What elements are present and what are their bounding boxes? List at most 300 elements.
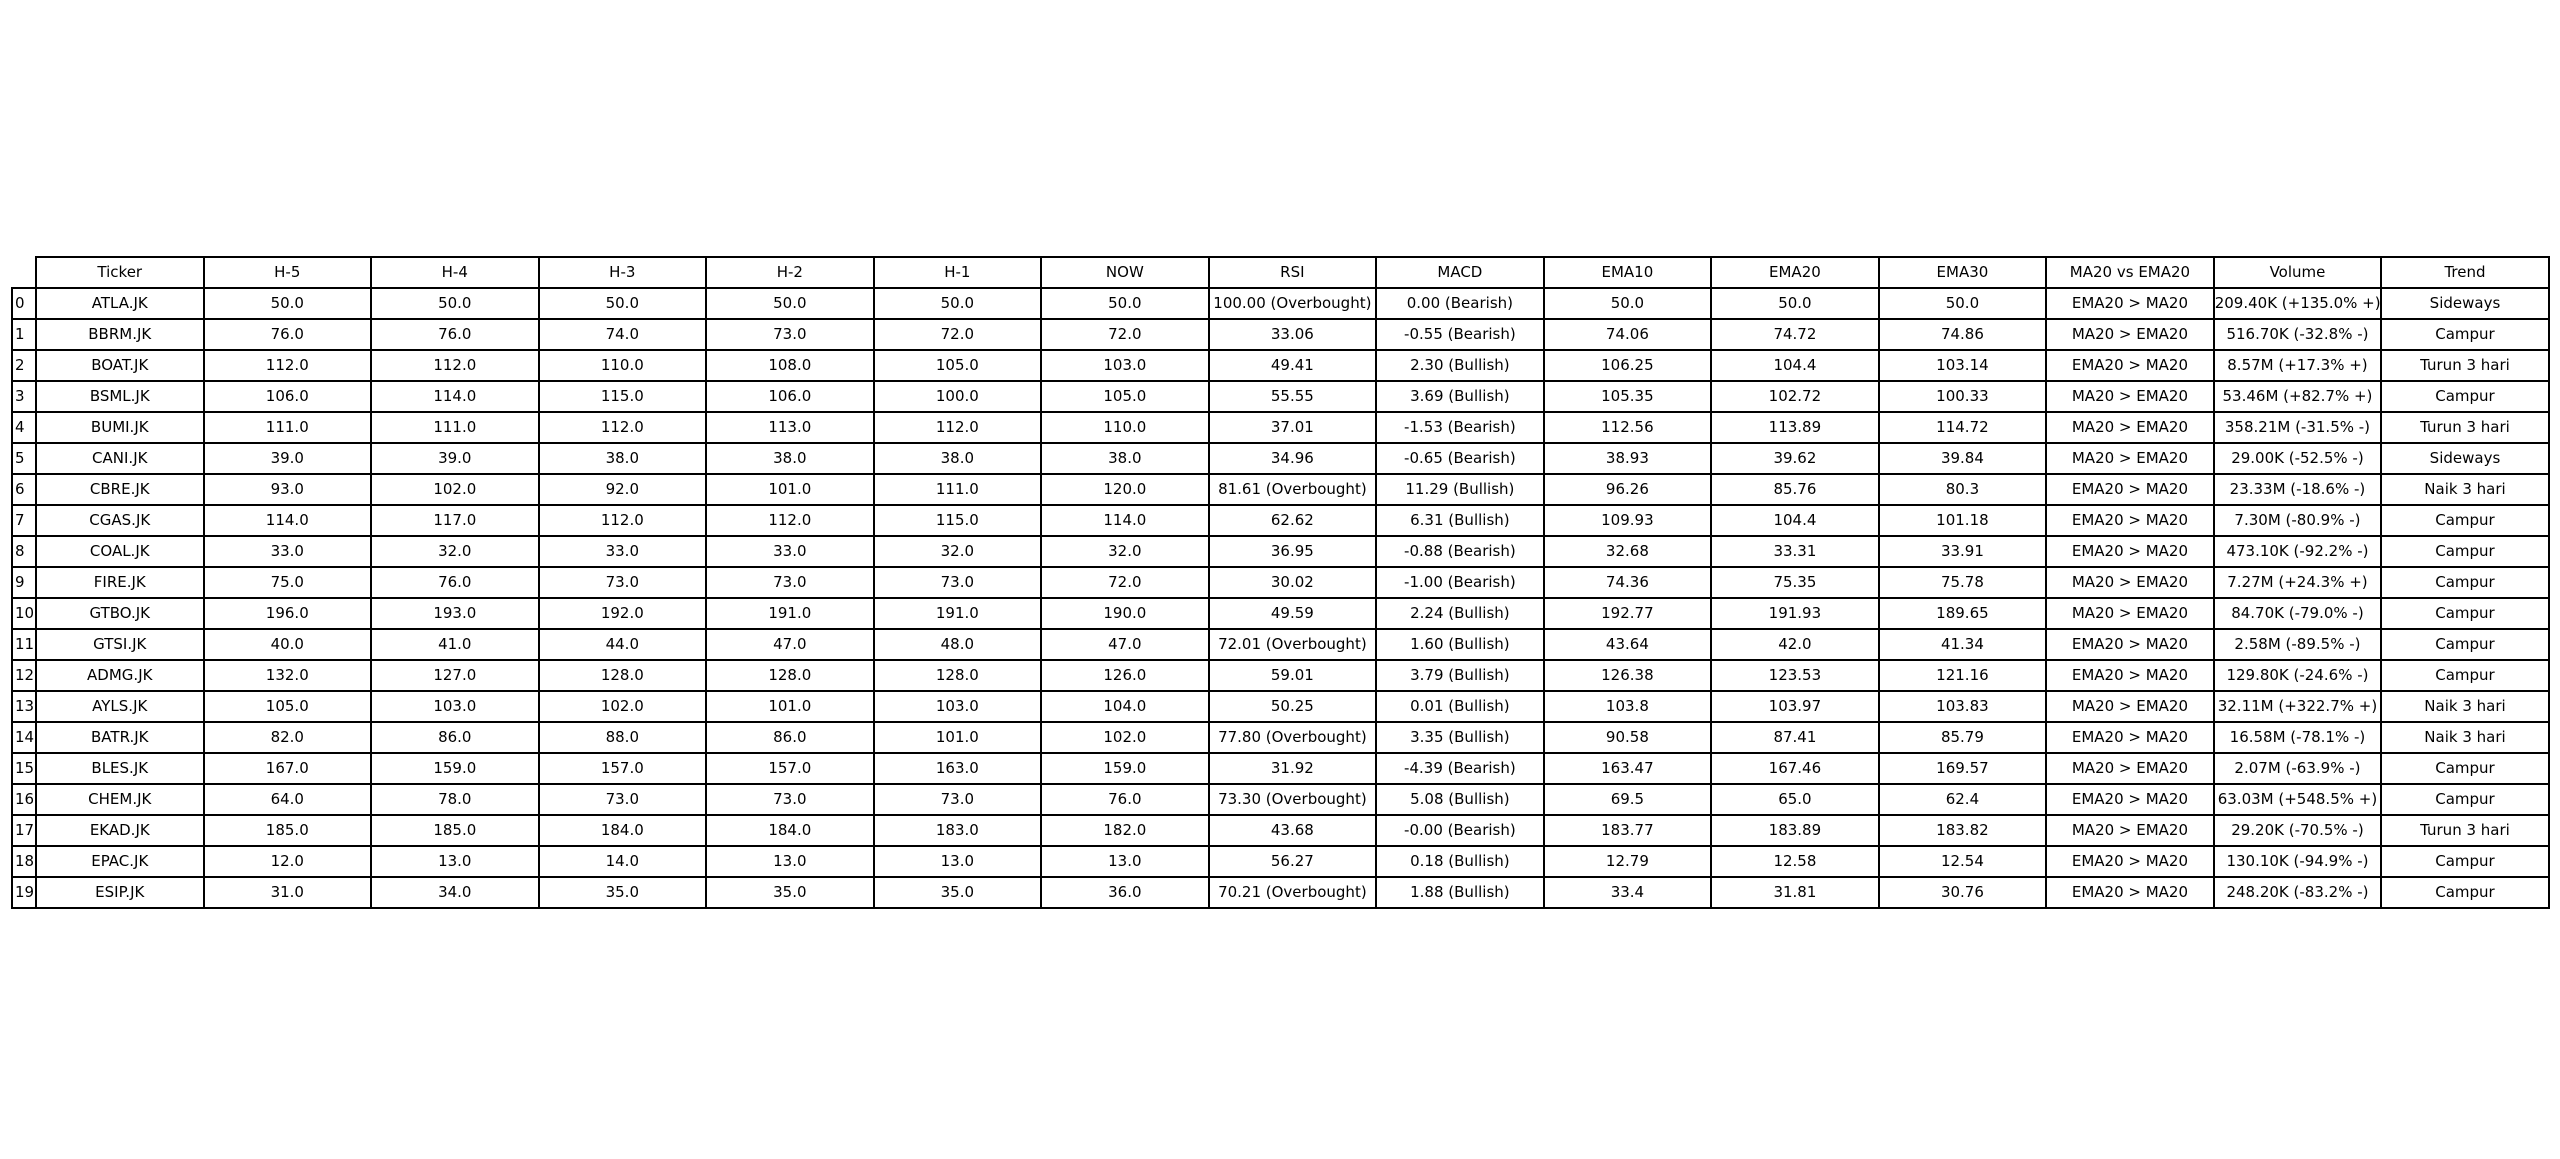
row-index: 0 — [12, 288, 36, 319]
table-row — [12, 443, 2549, 474]
row-index: 16 — [12, 784, 36, 815]
row-index: 17 — [12, 815, 36, 846]
table-cell: 76.0 — [371, 319, 539, 350]
table-cell: 47.0 — [706, 629, 874, 660]
table-cell: 128.0 — [706, 660, 874, 691]
table-cell: Naik 3 hari — [2381, 474, 2549, 505]
table-cell: 72.0 — [874, 319, 1042, 350]
table-cell: 11.29 (Bullish) — [1376, 474, 1544, 505]
table-cell: 112.0 — [371, 350, 539, 381]
table-row — [12, 536, 2549, 567]
table-cell: 103.0 — [874, 691, 1042, 722]
table-cell: 112.0 — [539, 505, 707, 536]
table-cell: 169.57 — [1879, 753, 2047, 784]
table-cell: EMA20 > MA20 — [2046, 784, 2214, 815]
table-cell: 50.0 — [874, 288, 1042, 319]
table-cell: 32.0 — [371, 536, 539, 567]
table-cell: 163.0 — [874, 753, 1042, 784]
table-cell: 185.0 — [204, 815, 372, 846]
table-cell: COAL.JK — [36, 536, 204, 567]
table-cell: MA20 > EMA20 — [2046, 381, 2214, 412]
table-cell: 76.0 — [1041, 784, 1209, 815]
table-cell: 121.16 — [1879, 660, 2047, 691]
table-cell: 69.5 — [1544, 784, 1712, 815]
table-cell: 8.57M (+17.3% +) — [2214, 350, 2382, 381]
table-cell: -0.55 (Bearish) — [1376, 319, 1544, 350]
table-cell: 0.00 (Bearish) — [1376, 288, 1544, 319]
table-cell: Sideways — [2381, 288, 2549, 319]
table-cell: 85.76 — [1711, 474, 1879, 505]
table-cell: -4.39 (Bearish) — [1376, 753, 1544, 784]
table-cell: EMA20 > MA20 — [2046, 536, 2214, 567]
table-cell: 103.0 — [1041, 350, 1209, 381]
table-row — [12, 722, 2549, 753]
table-cell: 13.0 — [1041, 846, 1209, 877]
table-row — [12, 691, 2549, 722]
row-index: 9 — [12, 567, 36, 598]
table-cell: EMA20 > MA20 — [2046, 877, 2214, 908]
table-cell: 183.0 — [874, 815, 1042, 846]
column-header: EMA10 — [1544, 257, 1712, 288]
table-cell: CHEM.JK — [36, 784, 204, 815]
table-cell: 102.0 — [1041, 722, 1209, 753]
table-cell: 248.20K (-83.2% -) — [2214, 877, 2382, 908]
column-header: RSI — [1209, 257, 1377, 288]
table-cell: 39.62 — [1711, 443, 1879, 474]
table-cell: 159.0 — [1041, 753, 1209, 784]
table-cell: MA20 > EMA20 — [2046, 412, 2214, 443]
table-cell: 112.0 — [204, 350, 372, 381]
row-index: 3 — [12, 381, 36, 412]
table-row — [12, 319, 2549, 350]
table-cell: 62.4 — [1879, 784, 2047, 815]
table-row — [12, 753, 2549, 784]
table-cell: 110.0 — [539, 350, 707, 381]
table-cell: 56.27 — [1209, 846, 1377, 877]
table-cell: BSML.JK — [36, 381, 204, 412]
table-cell: Turun 3 hari — [2381, 815, 2549, 846]
row-index: 15 — [12, 753, 36, 784]
table-row — [12, 288, 2549, 319]
table-cell: 157.0 — [706, 753, 874, 784]
table-cell: 7.27M (+24.3% +) — [2214, 567, 2382, 598]
table-cell: 33.06 — [1209, 319, 1377, 350]
table-cell: 32.11M (+322.7% +) — [2214, 691, 2382, 722]
table-cell: 33.91 — [1879, 536, 2047, 567]
table-cell: 33.31 — [1711, 536, 1879, 567]
table-cell: 32.0 — [874, 536, 1042, 567]
table-cell: ATLA.JK — [36, 288, 204, 319]
table-cell: 62.62 — [1209, 505, 1377, 536]
table-cell: 84.70K (-79.0% -) — [2214, 598, 2382, 629]
table-cell: 38.0 — [539, 443, 707, 474]
table-cell: Turun 3 hari — [2381, 412, 2549, 443]
table-cell: Campur — [2381, 784, 2549, 815]
table-cell: 50.0 — [371, 288, 539, 319]
table-cell: 59.01 — [1209, 660, 1377, 691]
table-cell: 44.0 — [539, 629, 707, 660]
table-cell: 112.0 — [539, 412, 707, 443]
table-cell: BATR.JK — [36, 722, 204, 753]
table-cell: 191.0 — [706, 598, 874, 629]
table-cell: 105.0 — [204, 691, 372, 722]
table-cell: 183.82 — [1879, 815, 2047, 846]
column-header: H-4 — [371, 257, 539, 288]
table-cell: 3.69 (Bullish) — [1376, 381, 1544, 412]
table-cell: 41.34 — [1879, 629, 2047, 660]
table-cell: 31.0 — [204, 877, 372, 908]
table-cell: 3.35 (Bullish) — [1376, 722, 1544, 753]
table-cell: 35.0 — [874, 877, 1042, 908]
table-cell: Campur — [2381, 381, 2549, 412]
table-cell: 50.0 — [1879, 288, 2047, 319]
table-cell: 50.25 — [1209, 691, 1377, 722]
table-cell: Campur — [2381, 536, 2549, 567]
table-cell: 110.0 — [1041, 412, 1209, 443]
table-cell: Campur — [2381, 660, 2549, 691]
table-cell: 30.02 — [1209, 567, 1377, 598]
table-cell: 196.0 — [204, 598, 372, 629]
table-cell: 112.56 — [1544, 412, 1712, 443]
table-cell: 36.95 — [1209, 536, 1377, 567]
table-cell: BUMI.JK — [36, 412, 204, 443]
table-cell: 72.0 — [1041, 319, 1209, 350]
row-index: 10 — [12, 598, 36, 629]
table-cell: 74.06 — [1544, 319, 1712, 350]
table-cell: 86.0 — [706, 722, 874, 753]
table-cell: 112.0 — [874, 412, 1042, 443]
table-cell: 50.0 — [706, 288, 874, 319]
table-cell: 0.18 (Bullish) — [1376, 846, 1544, 877]
table-cell: 13.0 — [706, 846, 874, 877]
table-cell: 75.35 — [1711, 567, 1879, 598]
table-cell: 103.0 — [371, 691, 539, 722]
table-cell: EMA20 > MA20 — [2046, 505, 2214, 536]
table-cell: 12.54 — [1879, 846, 2047, 877]
table-cell: 50.0 — [539, 288, 707, 319]
table-cell: 127.0 — [371, 660, 539, 691]
table-cell: 75.78 — [1879, 567, 2047, 598]
table-cell: 53.46M (+82.7% +) — [2214, 381, 2382, 412]
table-cell: 193.0 — [371, 598, 539, 629]
column-header: H-2 — [706, 257, 874, 288]
table-cell: 100.00 (Overbought) — [1209, 288, 1377, 319]
table-cell: 93.0 — [204, 474, 372, 505]
table-cell: EMA20 > MA20 — [2046, 846, 2214, 877]
table-cell: 38.0 — [1041, 443, 1209, 474]
table-cell: 209.40K (+135.0% +) — [2214, 288, 2382, 319]
table-cell: 38.93 — [1544, 443, 1712, 474]
table-cell: 101.0 — [874, 722, 1042, 753]
table-cell: 102.72 — [1711, 381, 1879, 412]
table-cell: 129.80K (-24.6% -) — [2214, 660, 2382, 691]
table-cell: EMA20 > MA20 — [2046, 660, 2214, 691]
table-cell: 43.68 — [1209, 815, 1377, 846]
table-cell: Campur — [2381, 629, 2549, 660]
table-header — [12, 257, 2549, 288]
table-cell: 31.81 — [1711, 877, 1879, 908]
table-cell: 48.0 — [874, 629, 1042, 660]
row-index: 4 — [12, 412, 36, 443]
table-cell: 76.0 — [204, 319, 372, 350]
table-cell: 120.0 — [1041, 474, 1209, 505]
table-cell: MA20 > EMA20 — [2046, 815, 2214, 846]
table-cell: Campur — [2381, 846, 2549, 877]
table-cell: 86.0 — [371, 722, 539, 753]
table-cell: EMA20 > MA20 — [2046, 722, 2214, 753]
table-cell: 2.24 (Bullish) — [1376, 598, 1544, 629]
table-cell: 5.08 (Bullish) — [1376, 784, 1544, 815]
table-cell: 109.93 — [1544, 505, 1712, 536]
table-cell: 191.93 — [1711, 598, 1879, 629]
table-cell: 78.0 — [371, 784, 539, 815]
table-cell: 88.0 — [539, 722, 707, 753]
table-cell: Campur — [2381, 753, 2549, 784]
table-cell: 49.59 — [1209, 598, 1377, 629]
table-cell: -0.00 (Bearish) — [1376, 815, 1544, 846]
table-cell: 516.70K (-32.8% -) — [2214, 319, 2382, 350]
table-cell: 191.0 — [874, 598, 1042, 629]
table-cell: 105.0 — [874, 350, 1042, 381]
table-cell: 184.0 — [706, 815, 874, 846]
table-cell: 101.0 — [706, 691, 874, 722]
table-cell: 104.4 — [1711, 350, 1879, 381]
table-cell: 123.53 — [1711, 660, 1879, 691]
table-cell: 50.0 — [1711, 288, 1879, 319]
table-cell: 112.0 — [706, 505, 874, 536]
table-cell: 159.0 — [371, 753, 539, 784]
table-cell: 47.0 — [1041, 629, 1209, 660]
column-header: Volume — [2214, 257, 2382, 288]
table-row — [12, 846, 2549, 877]
table-cell: EMA20 > MA20 — [2046, 288, 2214, 319]
table-cell: BLES.JK — [36, 753, 204, 784]
table-cell: Sideways — [2381, 443, 2549, 474]
table-cell: CGAS.JK — [36, 505, 204, 536]
table-cell: 39.0 — [204, 443, 372, 474]
table-cell: 115.0 — [539, 381, 707, 412]
table-cell: 115.0 — [874, 505, 1042, 536]
table-cell: 38.0 — [706, 443, 874, 474]
table-cell: 74.36 — [1544, 567, 1712, 598]
table-row — [12, 877, 2549, 908]
table-cell: 34.0 — [371, 877, 539, 908]
row-index: 11 — [12, 629, 36, 660]
table-cell: MA20 > EMA20 — [2046, 598, 2214, 629]
row-index: 12 — [12, 660, 36, 691]
table-cell: Campur — [2381, 505, 2549, 536]
table-cell: 72.0 — [1041, 567, 1209, 598]
table-row — [12, 815, 2549, 846]
table-cell: 104.0 — [1041, 691, 1209, 722]
column-header: NOW — [1041, 257, 1209, 288]
table-cell: 29.20K (-70.5% -) — [2214, 815, 2382, 846]
table-cell: 106.25 — [1544, 350, 1712, 381]
table-cell: 29.00K (-52.5% -) — [2214, 443, 2382, 474]
table-cell: 13.0 — [874, 846, 1042, 877]
table-cell: 73.0 — [706, 784, 874, 815]
table-cell: 33.0 — [706, 536, 874, 567]
table-cell: 185.0 — [371, 815, 539, 846]
table-row — [12, 474, 2549, 505]
table-cell: 49.41 — [1209, 350, 1377, 381]
table-cell: 12.79 — [1544, 846, 1712, 877]
table-cell: 100.33 — [1879, 381, 2047, 412]
row-index: 18 — [12, 846, 36, 877]
table-cell: 73.0 — [874, 567, 1042, 598]
table-cell: 63.03M (+548.5% +) — [2214, 784, 2382, 815]
table-cell: 117.0 — [371, 505, 539, 536]
table-cell: AYLS.JK — [36, 691, 204, 722]
table-cell: 33.0 — [539, 536, 707, 567]
column-header: Trend — [2381, 257, 2549, 288]
table-cell: 111.0 — [204, 412, 372, 443]
table-cell: 192.0 — [539, 598, 707, 629]
table-cell: 35.0 — [539, 877, 707, 908]
table-cell: EPAC.JK — [36, 846, 204, 877]
table-cell: 104.4 — [1711, 505, 1879, 536]
table-cell: MA20 > EMA20 — [2046, 753, 2214, 784]
table-row — [12, 660, 2549, 691]
table-cell: GTSI.JK — [36, 629, 204, 660]
table-cell: 73.0 — [874, 784, 1042, 815]
table-cell: 102.0 — [539, 691, 707, 722]
table-cell: 41.0 — [371, 629, 539, 660]
table-cell: -1.00 (Bearish) — [1376, 567, 1544, 598]
table-cell: 167.0 — [204, 753, 372, 784]
table-cell: 33.0 — [204, 536, 372, 567]
row-index: 7 — [12, 505, 36, 536]
table-cell: 73.0 — [706, 319, 874, 350]
table-cell: 128.0 — [874, 660, 1042, 691]
table-cell: 132.0 — [204, 660, 372, 691]
table-row — [12, 598, 2549, 629]
row-index: 1 — [12, 319, 36, 350]
table-cell: 23.33M (-18.6% -) — [2214, 474, 2382, 505]
table-cell: 64.0 — [204, 784, 372, 815]
table-cell: -0.88 (Bearish) — [1376, 536, 1544, 567]
table-cell: 12.0 — [204, 846, 372, 877]
column-header: H-1 — [874, 257, 1042, 288]
table-cell: 114.0 — [1041, 505, 1209, 536]
table-cell: Turun 3 hari — [2381, 350, 2549, 381]
table-cell: 13.0 — [371, 846, 539, 877]
table-cell: 100.0 — [874, 381, 1042, 412]
table-cell: Campur — [2381, 598, 2549, 629]
table-cell: FIRE.JK — [36, 567, 204, 598]
table-cell: 113.89 — [1711, 412, 1879, 443]
table-cell: 3.79 (Bullish) — [1376, 660, 1544, 691]
table-cell: 2.30 (Bullish) — [1376, 350, 1544, 381]
table-cell: CANI.JK — [36, 443, 204, 474]
table-cell: MA20 > EMA20 — [2046, 319, 2214, 350]
table-cell: 358.21M (-31.5% -) — [2214, 412, 2382, 443]
table-cell: MA20 > EMA20 — [2046, 691, 2214, 722]
table-cell: 32.68 — [1544, 536, 1712, 567]
table-cell: EMA20 > MA20 — [2046, 350, 2214, 381]
table-cell: 103.97 — [1711, 691, 1879, 722]
table-cell: 111.0 — [874, 474, 1042, 505]
table-cell: Campur — [2381, 877, 2549, 908]
table-cell: 73.0 — [706, 567, 874, 598]
column-header: EMA30 — [1879, 257, 2047, 288]
table-cell: 126.0 — [1041, 660, 1209, 691]
table-cell: 50.0 — [204, 288, 372, 319]
table-cell: 157.0 — [539, 753, 707, 784]
table-cell: 103.14 — [1879, 350, 2047, 381]
table-cell: 37.01 — [1209, 412, 1377, 443]
table-cell: 182.0 — [1041, 815, 1209, 846]
table-cell: Naik 3 hari — [2381, 722, 2549, 753]
row-index: 14 — [12, 722, 36, 753]
table-cell: 43.64 — [1544, 629, 1712, 660]
table-cell: 189.65 — [1879, 598, 2047, 629]
table-cell: Campur — [2381, 319, 2549, 350]
table-cell: 106.0 — [706, 381, 874, 412]
row-index: 8 — [12, 536, 36, 567]
table-cell: 12.58 — [1711, 846, 1879, 877]
table-cell: GTBO.JK — [36, 598, 204, 629]
table-cell: 167.46 — [1711, 753, 1879, 784]
table-cell: 77.80 (Overbought) — [1209, 722, 1377, 753]
table-body — [12, 288, 2549, 908]
table-cell: 85.79 — [1879, 722, 2047, 753]
column-header: MACD — [1376, 257, 1544, 288]
header-row — [12, 257, 2549, 288]
table-cell: 101.0 — [706, 474, 874, 505]
column-header: EMA20 — [1711, 257, 1879, 288]
table-cell: ESIP.JK — [36, 877, 204, 908]
table-cell: 75.0 — [204, 567, 372, 598]
table-cell: 108.0 — [706, 350, 874, 381]
table-cell: 35.0 — [706, 877, 874, 908]
row-index: 13 — [12, 691, 36, 722]
table-cell: 183.77 — [1544, 815, 1712, 846]
table-cell: 103.83 — [1879, 691, 2047, 722]
table-cell: ADMG.JK — [36, 660, 204, 691]
table-cell: 36.0 — [1041, 877, 1209, 908]
table-cell: 73.0 — [539, 784, 707, 815]
table-cell: 82.0 — [204, 722, 372, 753]
table-cell: Campur — [2381, 567, 2549, 598]
table-cell: 7.30M (-80.9% -) — [2214, 505, 2382, 536]
table-cell: 0.01 (Bullish) — [1376, 691, 1544, 722]
table-cell: 74.0 — [539, 319, 707, 350]
table-cell: -1.53 (Bearish) — [1376, 412, 1544, 443]
table-row — [12, 505, 2549, 536]
table-cell: BBRM.JK — [36, 319, 204, 350]
table-cell: 50.0 — [1544, 288, 1712, 319]
table-cell: 106.0 — [204, 381, 372, 412]
table-cell: CBRE.JK — [36, 474, 204, 505]
table-cell: 33.4 — [1544, 877, 1712, 908]
table-cell: 2.58M (-89.5% -) — [2214, 629, 2382, 660]
table-cell: EKAD.JK — [36, 815, 204, 846]
table-row — [12, 629, 2549, 660]
table-cell: 102.0 — [371, 474, 539, 505]
table-cell: 114.0 — [204, 505, 372, 536]
table-cell: 96.26 — [1544, 474, 1712, 505]
table-cell: 126.38 — [1544, 660, 1712, 691]
table-cell: 39.0 — [371, 443, 539, 474]
table-cell: 113.0 — [706, 412, 874, 443]
table-cell: 40.0 — [204, 629, 372, 660]
table-cell: 87.41 — [1711, 722, 1879, 753]
row-index: 19 — [12, 877, 36, 908]
table-cell: 105.35 — [1544, 381, 1712, 412]
table-cell: 38.0 — [874, 443, 1042, 474]
column-header: H-5 — [204, 257, 372, 288]
